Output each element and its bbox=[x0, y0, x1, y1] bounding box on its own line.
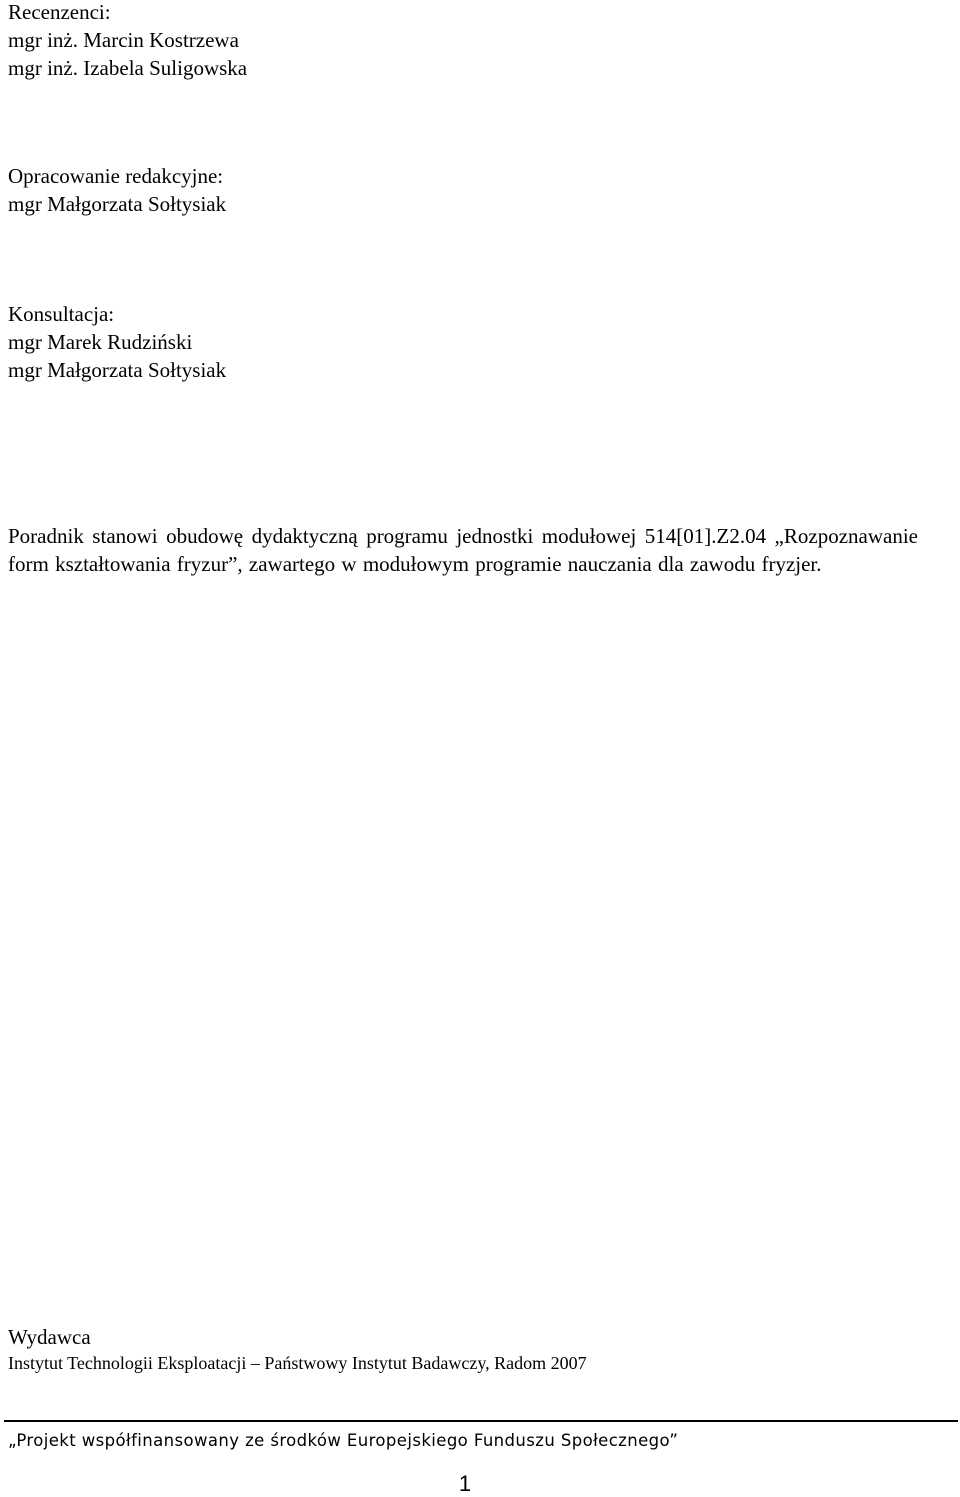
consultation-heading: Konsultacja: bbox=[8, 302, 115, 326]
footer-divider bbox=[4, 1420, 958, 1422]
reviewer-name: mgr inż. Marcin Kostrzewa bbox=[8, 28, 239, 52]
guide-description: Poradnik stanowi obudowę dydaktyczną programu jednostki modułowej 514[01].Z2.04 „Rozpoznawanie form kształtowania fryzur”, zawartego w modułowym programie nauczania dla zawodu fryzjer. bbox=[8, 524, 918, 576]
publisher-line: Instytut Technologii Eksploatacji – Państwowy Instytut Badawczy, Radom 2007 bbox=[8, 1353, 587, 1373]
reviewers-section bbox=[8, 0, 247, 82]
editing-heading: Opracowanie redakcyjne: bbox=[8, 164, 224, 188]
consultant-name: mgr Marek Rudziński bbox=[8, 330, 193, 354]
publisher-section bbox=[8, 1323, 587, 1375]
editing-section bbox=[8, 162, 226, 218]
publisher-heading: Wydawca bbox=[8, 1325, 91, 1349]
page-number: 1 bbox=[458, 1471, 472, 1496]
footer-note: „Projekt współfinansowany ze środków Europejskiego Funduszu Społecznego” bbox=[8, 1431, 679, 1450]
reviewer-name: mgr inż. Izabela Suligowska bbox=[8, 56, 248, 80]
editor-name: mgr Małgorzata Sołtysiak bbox=[8, 192, 227, 216]
consultation-section bbox=[8, 300, 226, 384]
consultant-name: mgr Małgorzata Sołtysiak bbox=[8, 358, 227, 382]
reviewers-heading: Recenzenci: bbox=[8, 0, 111, 24]
